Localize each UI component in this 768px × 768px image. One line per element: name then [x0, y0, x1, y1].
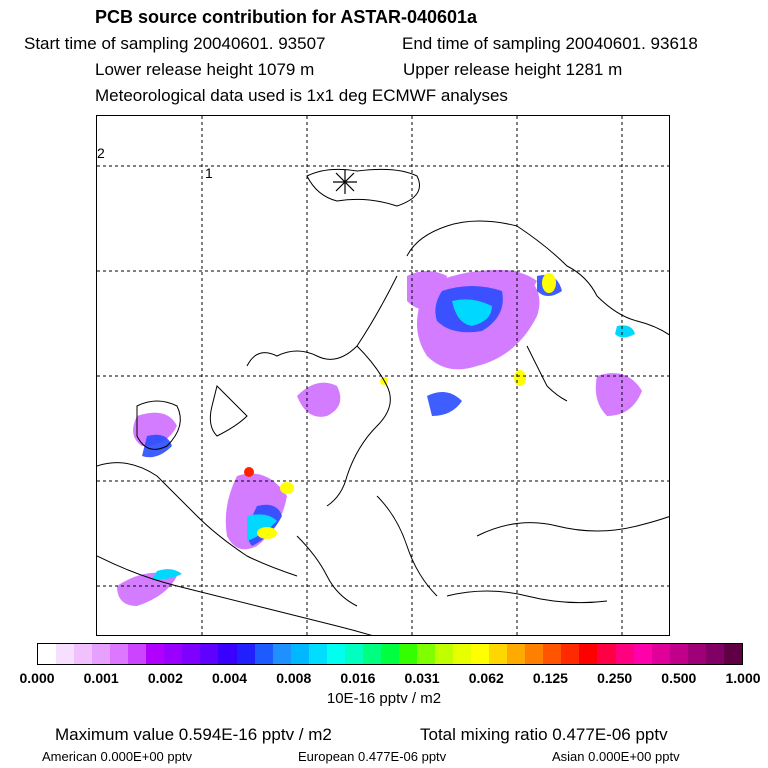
asian-contribution-label: Asian 0.000E+00 pptv [552, 749, 680, 764]
colorbar-swatch [128, 644, 146, 664]
colorbar-unit-label: 10E-16 pptv / m2 [326, 690, 442, 707]
colorbar [37, 643, 743, 665]
colorbar-swatch [597, 644, 615, 664]
colorbar-tick-label: 1.000 [725, 670, 761, 686]
colorbar-swatch [453, 644, 471, 664]
colorbar-swatch [579, 644, 597, 664]
colorbar-tick-label: 0.031 [404, 670, 440, 686]
colorbar-swatch [417, 644, 435, 664]
colorbar-swatch [363, 644, 381, 664]
colorbar-swatch [706, 644, 724, 664]
colorbar-swatch [291, 644, 309, 664]
maximum-value-label: Maximum value 0.594E-16 pptv / m2 [55, 725, 332, 744]
colorbar-swatch [399, 644, 417, 664]
colorbar-tick-label: 0.000 [19, 670, 55, 686]
colorbar-swatch [634, 644, 652, 664]
colorbar-swatch [543, 644, 561, 664]
colorbar-swatch [182, 644, 200, 664]
colorbar-swatch [471, 644, 489, 664]
colorbar-swatch [345, 644, 363, 664]
colorbar-swatch [110, 644, 128, 664]
lat-lon-grid [97, 116, 670, 636]
colorbar-swatch [200, 644, 218, 664]
colorbar-swatch [146, 644, 164, 664]
colorbar-swatch [273, 644, 291, 664]
colorbar-swatch [381, 644, 399, 664]
end-time-label: End time of sampling 20040601. 93618 [402, 34, 698, 53]
colorbar-swatch [724, 644, 742, 664]
meteorological-data-label: Meteorological data used is 1x1 deg ECMWF analyses [95, 86, 508, 105]
colorbar-swatch [652, 644, 670, 664]
coastlines [97, 169, 670, 636]
map-svg [97, 116, 670, 636]
colorbar-swatch [38, 644, 56, 664]
colorbar-swatch [218, 644, 236, 664]
upper-release-height-label: Upper release height 1281 m [403, 60, 623, 79]
colorbar-swatch [507, 644, 525, 664]
colorbar-swatch [74, 644, 92, 664]
colorbar-tick-label: 0.001 [83, 670, 119, 686]
european-contribution-label: European 0.477E-06 pptv [298, 749, 447, 764]
colorbar-swatch [616, 644, 634, 664]
start-time-label: Start time of sampling 20040601. 93507 [24, 34, 326, 53]
grid-label-2: 2 [97, 145, 105, 161]
colorbar-ticks [0, 670, 768, 688]
release-point-marker [333, 170, 357, 194]
colorbar-swatch [237, 644, 255, 664]
colorbar-tick-label: 0.062 [468, 670, 504, 686]
colorbar-swatch [525, 644, 543, 664]
colorbar-swatch [56, 644, 74, 664]
lower-release-height-label: Lower release height 1079 m [95, 60, 315, 79]
colorbar-tick-label: 0.002 [147, 670, 183, 686]
total-mixing-ratio-label: Total mixing ratio 0.477E-06 pptv [420, 725, 668, 744]
colorbar-swatch [489, 644, 507, 664]
grid-label-1: 1 [205, 165, 213, 181]
plot-title: PCB source contribution for ASTAR-040601a [95, 7, 478, 27]
colorbar-tick-label: 0.250 [597, 670, 633, 686]
colorbar-swatch [164, 644, 182, 664]
colorbar-tick-label: 0.016 [340, 670, 376, 686]
colorbar-swatch [92, 644, 110, 664]
colorbar-swatch [435, 644, 453, 664]
colorbar-swatch [561, 644, 579, 664]
colorbar-swatch [670, 644, 688, 664]
colorbar-tick-label: 0.004 [212, 670, 248, 686]
colorbar-swatch [327, 644, 345, 664]
colorbar-swatch [688, 644, 706, 664]
colorbar-tick-label: 0.008 [276, 670, 312, 686]
colorbar-swatch [309, 644, 327, 664]
concentration-field [117, 270, 642, 606]
colorbar-swatch [255, 644, 273, 664]
colorbar-tick-label: 0.500 [661, 670, 697, 686]
american-contribution-label: American 0.000E+00 pptv [42, 749, 192, 764]
map-panel [96, 115, 670, 636]
colorbar-tick-label: 0.125 [532, 670, 568, 686]
